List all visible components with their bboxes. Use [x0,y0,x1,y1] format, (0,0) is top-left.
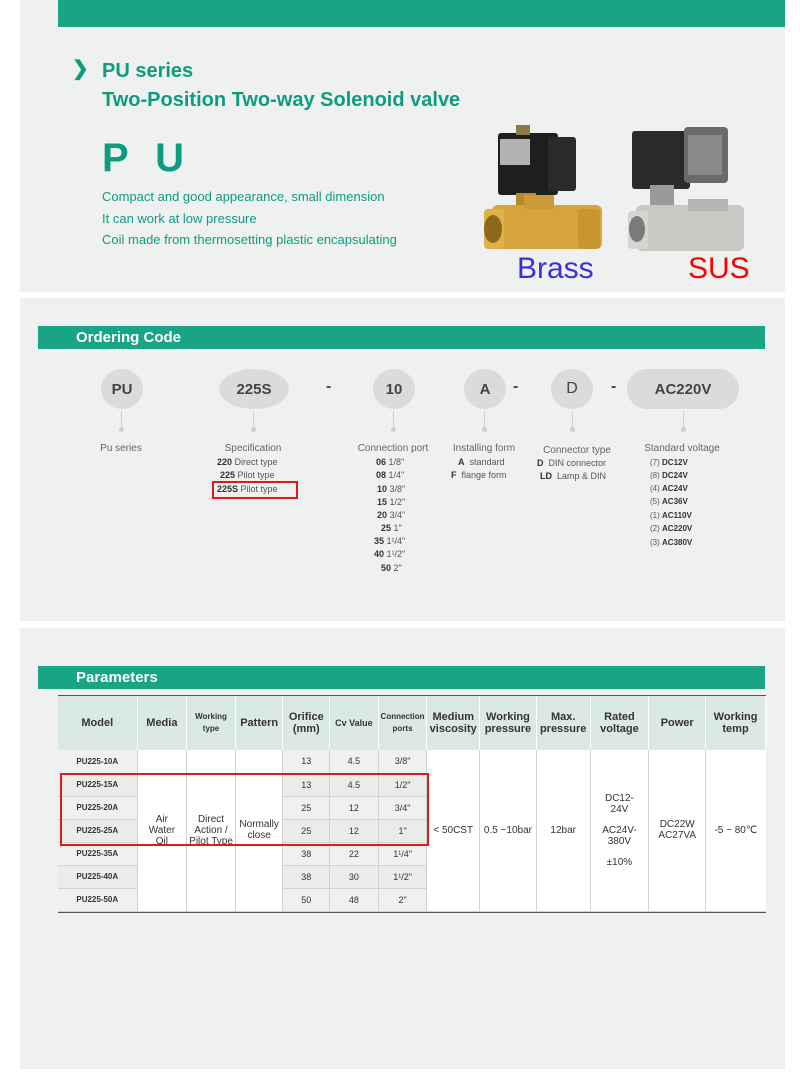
cell-model: PU225-10A [58,750,137,773]
caption-connector-type: Connector type [543,445,611,456]
th-media: Media [137,696,187,750]
cell-model: PU225-50A [58,888,137,911]
port-option [376,457,404,467]
cell-cv: 30 [330,865,379,888]
option-code: D [537,458,544,468]
cell-cv: 4.5 [330,750,379,773]
media-line: Air [155,813,168,825]
cell-cv: 22 [330,842,379,865]
th-cv: Cv Value [330,696,379,750]
th-rated-voltage: Rated voltage [590,696,649,750]
product-subtitle: Two-Position Two-way Solenoid valve [102,89,461,111]
option-text: AC380V [662,538,693,547]
option-code: 10 [377,484,388,494]
th-pattern: Pattern [235,696,283,750]
option-text: Pilot type [240,484,278,494]
port-option [374,549,405,559]
cell-cv: 12 [330,796,379,819]
working-type-line: Direct [197,813,225,825]
series-name: PU series [102,60,194,82]
voltage-line: ±10% [606,856,633,868]
option-text: 2" [393,563,402,573]
caption-specification: Specification [224,443,282,454]
option-code: (3) [650,538,660,547]
code-separator: - [326,378,332,395]
cell-orifice: 13 [283,750,330,773]
cell-temp: -5 ~ 80℃ [706,750,766,911]
option-text: Pilot type [237,470,275,480]
cell-orifice: 25 [283,819,330,842]
cell-viscosity: < 50CST [427,750,480,911]
option-text: 1/2" [389,497,406,507]
power-line: AC27VA [658,830,697,842]
th-power: Power [649,696,706,750]
port-option [377,484,405,494]
cell-cv: 12 [330,819,379,842]
cell-model: PU225-35A [58,842,137,865]
option-code: (1) [650,511,660,520]
cell-working-pressure: 0.5 ~10bar [480,750,537,911]
table-bottom-rule [58,912,766,913]
option-text: 1/4" [388,470,405,480]
model-logo: P U [102,136,192,180]
option-text: AC24V [662,484,688,493]
cell-port: 1¹/4" [378,842,427,865]
caption-series: Pu series [100,443,142,454]
voltage-line: 24V [610,803,629,815]
voltage-option [650,524,692,533]
option-code: 50 [381,563,392,573]
option-code: (2) [650,524,660,533]
port-option [377,497,405,507]
brass-valve-image [478,125,608,265]
cell-max-pressure: 12bar [536,750,590,911]
voltage-line: AC24V- [602,824,637,836]
th-working-type: Working type [187,696,236,750]
cell-power [649,750,706,911]
connector-dot [482,427,487,432]
install-option [451,470,507,480]
option-code: 20 [377,510,388,520]
pattern-line: Normally [239,819,279,831]
option-text: 1/8" [388,457,405,467]
option-code: 220 [217,457,233,467]
cell-orifice: 13 [283,773,330,796]
feature-item: Coil made from thermosetting plastic encapsulating [102,232,397,247]
port-option [374,536,405,546]
voltage-option [650,538,692,547]
option-text: 1¹/2" [386,549,406,559]
th-max-pressure: Max. pressure [536,696,590,750]
option-text: flange form [461,470,507,480]
top-accent-bar [58,0,785,27]
cell-port: 3/4" [378,796,427,819]
th-viscosity: Medium viscosity [427,696,480,750]
option-text: DIN connector [548,458,607,468]
voltage-option [650,511,692,520]
th-temp: Working temp [706,696,766,750]
option-code: 15 [377,497,388,507]
parameters-heading: Parameters [38,666,765,689]
cell-orifice: 25 [283,796,330,819]
feature-item: It can work at low pressure [102,210,257,226]
cell-model: PU225-40A [58,865,137,888]
cell-orifice: 38 [283,842,330,865]
port-option [377,510,405,520]
working-type-line: Action / [194,824,228,836]
cell-model: PU225-20A [58,796,137,819]
cell-orifice: 38 [283,865,330,888]
code-node-install: A [464,369,506,409]
product-title [102,57,460,115]
port-option [381,523,402,533]
code-separator: - [513,378,519,395]
sus-label: SUS [688,252,750,285]
code-node-voltage: AC220V [627,369,739,409]
code-node-spec: 225S [219,369,289,409]
table-header-row [58,696,766,750]
option-code: 08 [376,470,387,480]
option-code: F [451,470,457,480]
option-text: AC220V [662,524,693,533]
option-code: (4) [650,484,660,493]
power-line: DC22W [659,819,695,831]
working-type-line: Pilot Type [189,835,233,847]
connector-dot [119,427,124,432]
option-code: 35 [374,536,385,546]
cell-port: 2" [378,888,427,911]
install-option [458,457,505,467]
media-line: Water [148,824,176,836]
pattern-line: close [247,830,271,842]
connector-option [540,471,606,481]
cell-rated-voltage [590,750,649,911]
spec-option [220,470,275,480]
option-text: 3/8" [389,484,406,494]
option-text: 1" [393,523,402,533]
voltage-option [650,458,688,467]
caption-connection-port: Connection port [357,443,429,454]
cell-port: 1/2" [378,773,427,796]
connector-option [537,458,606,468]
option-text: DC24V [662,471,688,480]
cell-orifice: 50 [283,888,330,911]
option-code: A [458,457,465,467]
connector-dot [681,427,686,432]
code-node-port: 10 [373,369,415,409]
option-code: 06 [376,457,387,467]
caption-standard-voltage: Standard voltage [644,443,720,454]
code-node-series: PU [101,369,143,409]
option-code: 225S [217,484,239,494]
option-code: (7) [650,458,660,467]
cell-port: 1¹/2" [378,865,427,888]
voltage-option [650,484,688,493]
option-code: (8) [650,471,660,480]
option-code: 25 [381,523,392,533]
chevron-right-icon: ❯ [72,58,89,80]
spec-option [217,457,278,467]
highlight-box [212,481,298,499]
th-ports: Connection ports [378,696,427,750]
caption-installing-form: Installing form [452,443,516,454]
option-text: 3/4" [389,510,406,520]
connector-dot [570,427,575,432]
cell-model: PU225-15A [58,773,137,796]
cell-cv: 48 [330,888,379,911]
option-text: Lamp & DIN [557,471,607,481]
cell-port: 3/8" [378,750,427,773]
option-text: Direct type [234,457,278,467]
option-text: AC36V [662,497,688,506]
table-row [58,750,766,773]
option-code: 225 [220,470,236,480]
option-text: AC110V [662,511,692,520]
connector-dot [391,427,396,432]
feature-list [102,186,397,251]
cell-port: 1" [378,819,427,842]
ordering-code-heading: Ordering Code [38,326,765,349]
cell-model: PU225-25A [58,819,137,842]
voltage-option [650,497,688,506]
sus-valve-image [628,125,753,265]
code-separator: - [611,378,617,395]
option-text: DC12V [662,458,688,467]
cell-cv: 4.5 [330,773,379,796]
code-node-connector: D [551,369,593,409]
brass-label: Brass [517,252,594,285]
voltage-line: DC12- [604,792,634,804]
connector-dot [251,427,256,432]
media-line: Oil [155,835,168,847]
option-text: 1¹/4" [386,536,406,546]
th-working-pressure: Working pressure [480,696,537,750]
th-model: Model [58,696,137,750]
voltage-option [650,471,688,480]
port-option [381,563,402,573]
feature-item: Compact and good appearance, small dimension [102,189,385,204]
voltage-line: 380V [607,835,632,847]
option-code: LD [540,471,552,481]
th-orifice: Orifice (mm) [283,696,330,750]
port-option [376,470,404,480]
highlight-box [60,773,429,846]
option-code: (5) [650,497,660,506]
option-text: standard [469,457,505,467]
option-code: 40 [374,549,385,559]
